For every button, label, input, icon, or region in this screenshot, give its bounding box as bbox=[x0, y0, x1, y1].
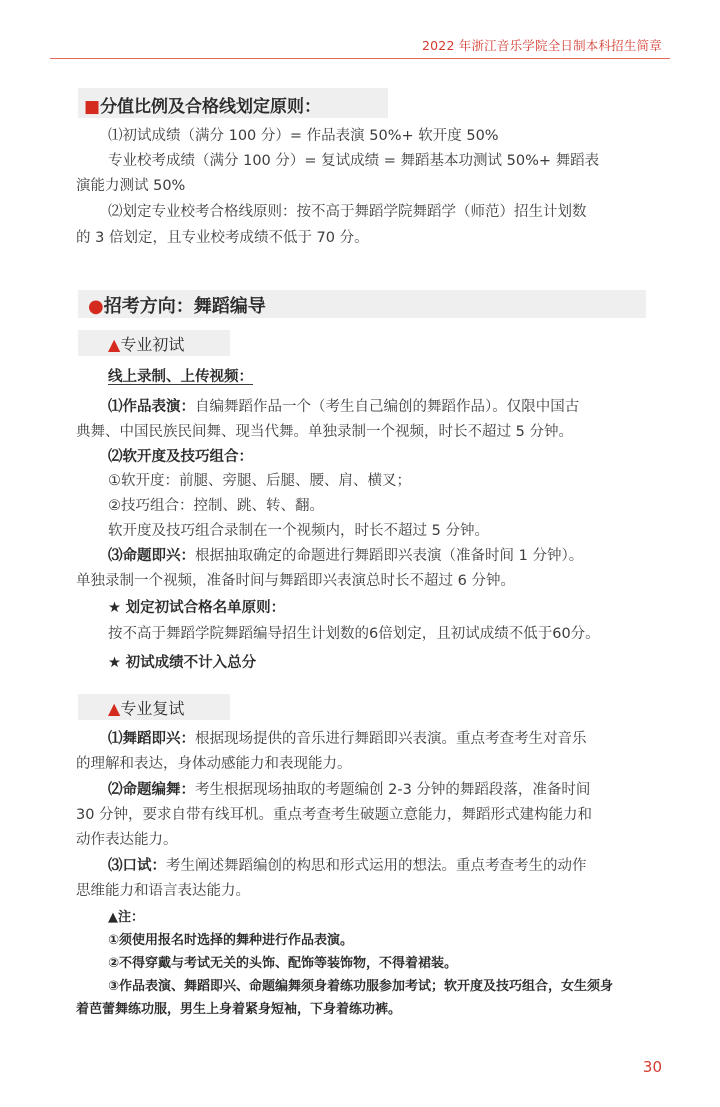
star-rule: ★ 划定初试合格名单原则： bbox=[108, 600, 286, 616]
initial-item-2: ⑵软开度及技巧组合： bbox=[108, 449, 253, 465]
direction-heading-text: 招考方向：舞蹈编导 bbox=[103, 296, 266, 317]
triangle-icon: ▲ bbox=[108, 335, 121, 354]
star-icon: ★ bbox=[108, 655, 121, 671]
note-item: ①须使用报名时选择的舞种进行作品表演。 bbox=[108, 933, 354, 948]
retest-heading-text: 专业复试 bbox=[120, 699, 185, 718]
retest-heading bbox=[108, 696, 184, 719]
paragraph-line: 30 分钟，要求自带有线耳机。重点考查考生破题立意能力，舞蹈形式建构能力和 bbox=[76, 807, 593, 823]
triangle-icon: ▲ bbox=[108, 699, 121, 718]
running-header: 2022 年浙江音乐学院全日制本科招生简章 bbox=[422, 38, 662, 53]
initial-item-3: ⑶命题即兴：根据抽取确定的命题进行舞蹈即兴表演（准备时间 1 分钟）。 bbox=[108, 548, 584, 564]
paragraph-line: 典舞、中国民族民间舞、现当代舞。单独录制一个视频，时长不超过 5 分钟。 bbox=[76, 424, 573, 440]
initial-subheading: 线上录制、上传视频： bbox=[108, 369, 253, 385]
paragraph-line: ⑴初试成绩（满分 100 分）= 作品表演 50%+ 软开度 50% bbox=[108, 128, 499, 144]
paragraph-line: 的 3 倍划定，且专业校考成绩不低于 70 分。 bbox=[76, 230, 369, 246]
paragraph-line: ①软开度：前腿、旁腿、后腿、腰、肩、横叉； bbox=[108, 473, 411, 489]
paragraph-line: 演能力测试 50% bbox=[76, 178, 186, 194]
initial-heading-text: 专业初试 bbox=[120, 335, 185, 354]
paragraph-line: 按不高于舞蹈学院舞蹈编导招生计划数的6倍划定，且初试成绩不低于60分。 bbox=[108, 626, 600, 642]
paragraph-line: 动作表达能力。 bbox=[76, 832, 178, 848]
retest-item-2: ⑵命题编舞：考生根据现场抽取的考题编创 2-3 分钟的舞蹈段落，准备时间 bbox=[108, 782, 591, 798]
star-rule: ★ 初试成绩不计入总分 bbox=[108, 655, 257, 671]
initial-item-1: ⑴作品表演：自编舞蹈作品一个（考生自己编创的舞蹈作品）。仅限中国古 bbox=[108, 399, 580, 415]
section-heading bbox=[84, 92, 321, 117]
notes-title: ▲注： bbox=[108, 910, 144, 925]
initial-heading bbox=[108, 332, 184, 355]
retest-item-1: ⑴舞蹈即兴：根据现场提供的音乐进行舞蹈即兴表演。重点考查考生对音乐 bbox=[108, 731, 587, 747]
paragraph-line: ⑵划定专业校考合格线原则：按不高于舞蹈学院舞蹈学（师范）招生计划数 bbox=[108, 204, 587, 220]
square-icon: ■ bbox=[84, 97, 101, 117]
circle-icon: ● bbox=[88, 296, 104, 317]
header-divider bbox=[50, 58, 670, 59]
section-heading-text: 分值比例及合格线划定原则： bbox=[100, 97, 322, 117]
paragraph-line: 思维能力和语言表达能力。 bbox=[76, 883, 250, 899]
paragraph-line: 软开度及技巧组合录制在一个视频内，时长不超过 5 分钟。 bbox=[108, 523, 489, 539]
note-item: ②不得穿戴与考试无关的头饰、配饰等装饰物，不得着裙装。 bbox=[108, 956, 458, 971]
direction-heading bbox=[88, 292, 266, 318]
page-number: 30 bbox=[642, 1058, 662, 1076]
note-item: 着芭蕾舞练功服，男生上身着紧身短袖，下身着练功裤。 bbox=[76, 1002, 402, 1017]
paragraph-line: 单独录制一个视频，准备时间与舞蹈即兴表演总时长不超过 6 分钟。 bbox=[76, 573, 515, 589]
paragraph-line: ②技巧组合：控制、跳、转、翻。 bbox=[108, 498, 324, 514]
star-icon: ★ bbox=[108, 600, 121, 616]
note-item: ③作品表演、舞蹈即兴、命题编舞须身着练功服参加考试；软开度及技巧组合，女生须身 bbox=[108, 979, 614, 994]
retest-item-3: ⑶口试：考生阐述舞蹈编创的构思和形式运用的想法。重点考查考生的动作 bbox=[108, 858, 587, 874]
paragraph-line: 专业校考成绩（满分 100 分）= 复试成绩 = 舞蹈基本功测试 50%+ 舞蹈表 bbox=[108, 153, 600, 169]
paragraph-line: 的理解和表达，身体动感能力和表现能力。 bbox=[76, 756, 352, 772]
